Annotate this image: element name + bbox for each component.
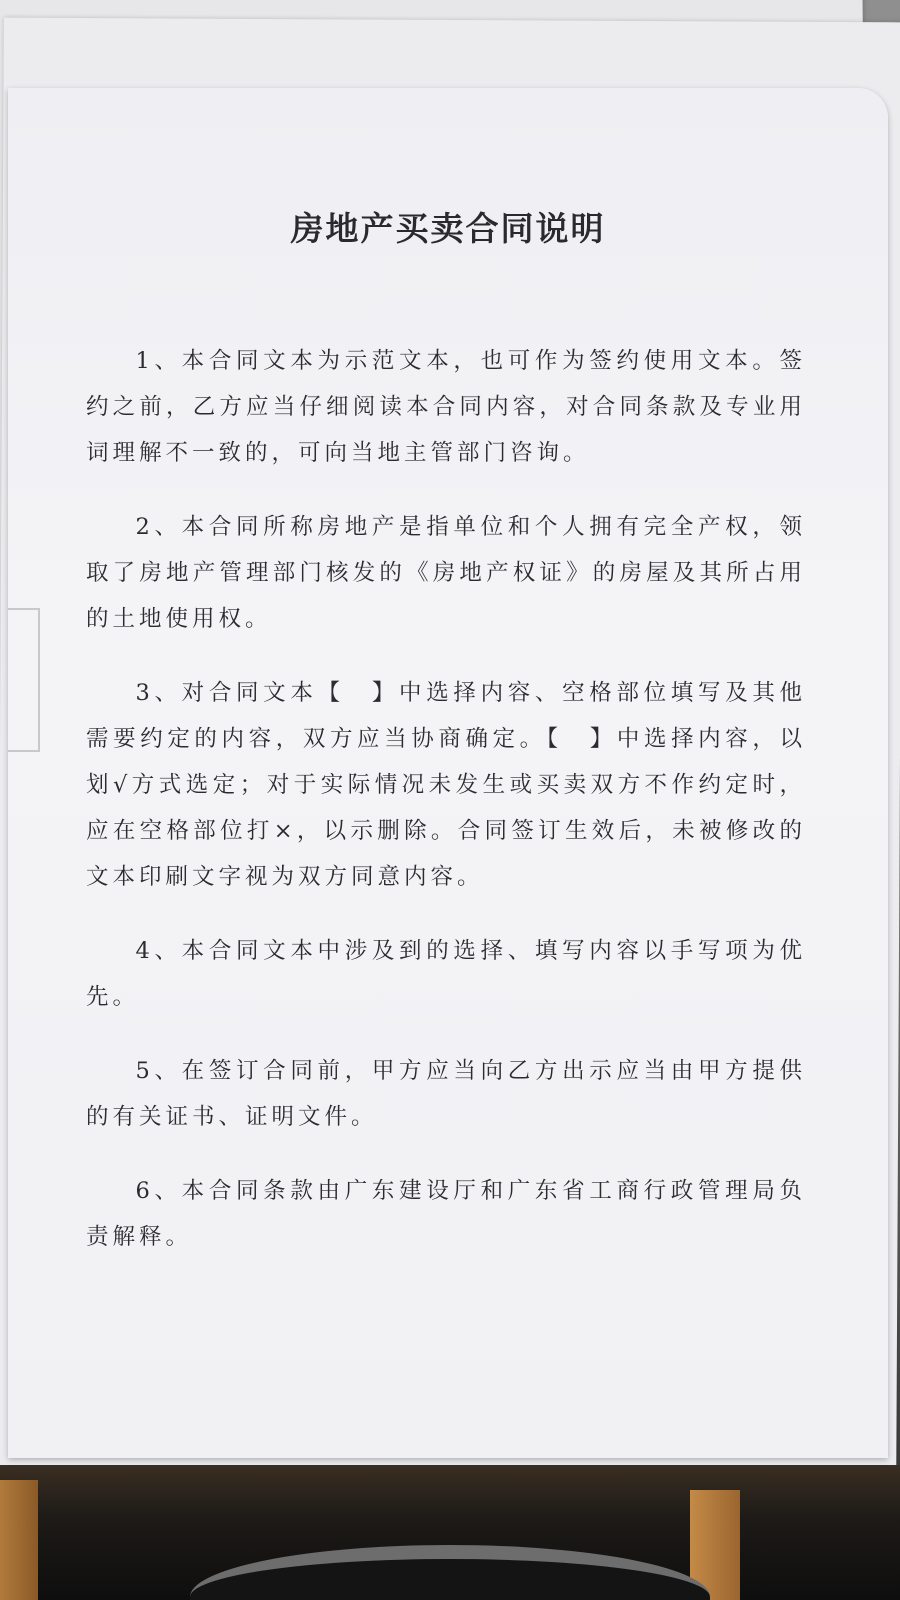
desk-leg — [0, 1480, 38, 1600]
document-body — [86, 338, 806, 1288]
document-title: 房地产买卖合同说明 — [290, 209, 606, 248]
clause-5: 5、在签订合同前，甲方应当向乙方出示应当由甲方提供的有关证书、证明文件。 — [86, 1058, 806, 1130]
binding-stamp-mark — [8, 608, 40, 752]
clause-6: 6、本合同条款由广东建设厅和广东省工商行政管理局负责解释。 — [86, 1178, 806, 1250]
clause-2: 2、本合同所称房地产是指单位和个人拥有完全产权，领取了房地产管理部门核发的《房地产权证》的房屋及其所占用的土地使用权。 — [86, 514, 806, 632]
contract-page — [8, 88, 888, 1458]
clause-3: 3、对合同文本【 】中选择内容、空格部位填写及其他需要约定的内容，双方应当协商确定。【 】中选择内容，以划√方式选定；对于实际情况未发生或买卖双方不作约定时，应在空格部位打×，以示删除。合同签订生效后，未被修改的文本印刷文字视为双方同意内容。 — [86, 680, 806, 890]
clause-1: 1、本合同文本为示范文本，也可作为签约使用文本。签约之前，乙方应当仔细阅读本合同内容，对合同条款及专业用词理解不一致的，可向当地主管部门咨询。 — [86, 348, 806, 466]
clause-4: 4、本合同文本中涉及到的选择、填写内容以手写项为优先。 — [86, 938, 806, 1010]
